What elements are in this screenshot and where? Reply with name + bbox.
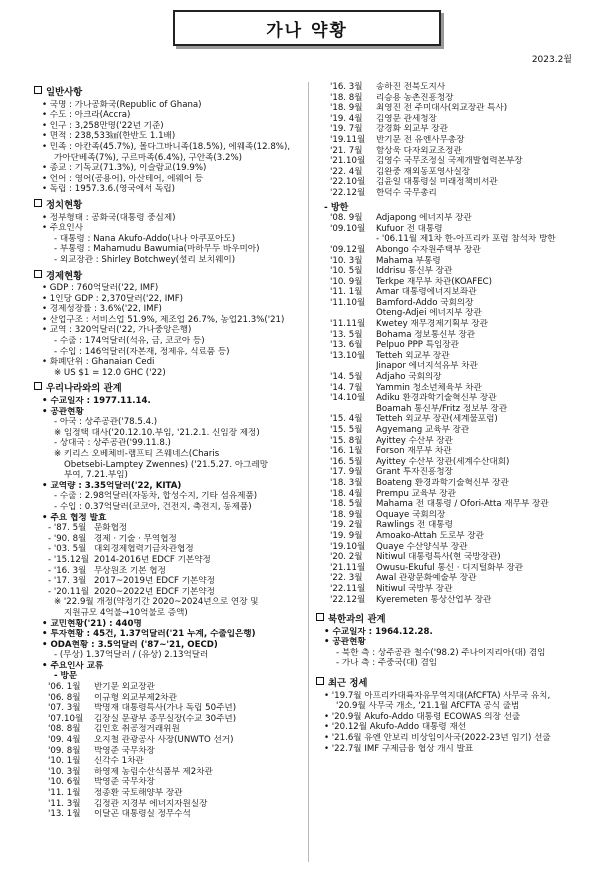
relations-line: • 공관현황: [42, 406, 84, 417]
recent-line: • '21.6월 유엔 안보리 비상임이사국(2022-23년 임기) 선출: [324, 733, 551, 744]
general-line: 가아단베족(7%), 구르마족(6.4%), 구안족(3.2%): [54, 152, 242, 163]
visit-row: '10. 1월 신각수 1차관: [48, 756, 144, 767]
left-column: [34, 82, 300, 820]
visit-row: '07.10월 김장실 문광부 종무실장(수교 30주년): [48, 713, 237, 724]
visit-row: '16. 3월 송하진 전북도지사: [330, 82, 446, 92]
mission-line: 부여, 7.21.부임): [64, 470, 128, 481]
general-line: • 면적 : 238,533㎢(한반도 1.1배): [42, 131, 176, 142]
invite-row: '16. 5월 Ayittey 수산부 장관(세계수산대회): [330, 456, 510, 467]
general-line: • 종교 : 기독교(71.3%), 이슬람교(19.9%): [42, 163, 207, 174]
checkbox-square-icon: [316, 613, 324, 621]
invite-row: '16. 1월 Forson 재무부 차관: [330, 446, 452, 457]
invite-row: '14. 7월 Yammin 청소년체육부 차관: [330, 382, 482, 393]
agreement-row: - '90. 8월 경제 · 기술 · 무역협정: [48, 533, 177, 544]
general-section-heading: 일반사항: [34, 86, 300, 99]
general-line: • 언어 : 영어(공용어), 아산테어, 에웨어 등: [42, 173, 204, 184]
invite-row: - '06.11월 제1차 한-아프리카 포럼 참석차 방한: [376, 234, 556, 245]
invite-row: '18. 9월 Oquaye 국회의장: [330, 509, 446, 520]
invite-row: '19. 9월 Amoako-Attah 도로부 장관: [330, 530, 484, 541]
invite-row: '10. 9월 Terkpe 재무부 차관(KOAFEC): [330, 276, 493, 287]
invite-row: '22. 3월 Awal 관광문화예술부 장관: [330, 573, 477, 584]
agreement-note: 지원규모 4억불→10억불로 증액): [64, 607, 188, 618]
trade-line: - 수입 : 0.37억달러(코코아, 건전지, 축전지, 동제품): [54, 501, 252, 512]
document-date: 2023.2월: [531, 55, 572, 65]
page-title: 가나 약황: [173, 10, 441, 46]
invite-row: Oteng-Adjei 에너지부 장관: [376, 308, 482, 319]
invite-row: '08. 9월 Adjapong 에너지부 장관: [330, 213, 472, 224]
invite-row: '19. 2월 Rawlings 전 대통령: [330, 520, 453, 531]
invite-row: Boamah 통신부/Fritz 정보부 장관: [376, 403, 508, 414]
invite-row: '15. 8월 Ayittey 수산부 장관: [330, 435, 453, 446]
checkbox-square-icon: [34, 86, 42, 94]
invite-row: '13. 5월 Bohama 정보통신부 장관: [330, 329, 476, 340]
economy-line: • 1인당 GDP : 2,370달러('22, IMF): [42, 293, 183, 304]
relations-line: • 교역량 : 3.35억달러('22, KITA): [42, 480, 182, 491]
visit-row: '22. 4월 김완중 재외동포영사실장: [330, 166, 471, 177]
visit-row: '22.10월 김윤일 대통령실 미래정책비서관: [330, 177, 498, 188]
politics-section-heading: 정치현황: [34, 199, 300, 212]
invite-row: '09.10월 Kufuor 전 대통령: [330, 223, 443, 234]
economy-section-heading: 경제현황: [34, 270, 300, 283]
visit-row: '07. 3월 박명재 대통령특사(가나 독립 50주년): [48, 703, 237, 714]
trade-line: - 수출 : 2.98억달러(자동차, 합성수지, 기타 섬유제품): [54, 491, 258, 502]
politics-line: • 주요인사: [42, 223, 84, 234]
visit-row: '19. 4월 김영문 관세청장: [330, 113, 437, 124]
general-line: • 국명 : 가나공화국(Republic of Ghana): [42, 99, 202, 110]
agreement-row: - '16. 3월 무상원조 기본 협정: [48, 565, 166, 576]
mission-line: ※ 임정택 대사('20.12.10.부임, '21.2.1. 신임장 제정): [54, 427, 260, 438]
person-line: - 대통령 : Nana Akufo-Addo(나나 아쿠포아도): [54, 233, 236, 244]
invite-row: '11.11월 Kwetey 재무경제기획부 장관: [330, 319, 488, 330]
recent-line: • '20.9월 Akufo-Addo 대통령 ECOWAS 의장 선출: [324, 711, 521, 722]
oda-detail: - (무상) 1.37억달러 / (유상) 2.13억달러: [54, 650, 209, 661]
invite-row: '11.10월 Bamford-Addo 국회의장: [330, 297, 474, 308]
invite-row: '09.12월 Abongo 수자원주택부 장관: [330, 244, 481, 255]
invite-row: '15. 5월 Agyemang 교육부 장관: [330, 425, 470, 435]
person-line: - 외교장관 : Shirley Botchwey(셜리 보치웨이): [54, 254, 236, 265]
invite-row: '14. 5월 Adjaho 국회의장: [330, 372, 442, 383]
general-list: [34, 100, 300, 195]
invite-row: '15. 4월 Tetteh 외교부 장관(세계물포럼): [330, 414, 498, 425]
invites-title: - 방한: [324, 202, 349, 213]
invite-row: '13. 6월 Pelpuo PPP 특임장관: [330, 340, 459, 351]
invite-row: '19.10월 Quaye 수산양식부 장관: [330, 541, 468, 552]
visit-row: '21. 7월 함상욱 다자외교조정관: [330, 145, 462, 156]
agreement-row: - '20.11월 2020~2022년 EDCF 기본약정: [48, 586, 215, 597]
visit-row: '09. 4월 오지철 관광공사 사장(UNWTO 선거): [48, 735, 234, 746]
visits-list: [34, 682, 300, 820]
visit-row: '06. 8월 이규형 외교부제2차관: [48, 692, 177, 703]
invite-row: '20. 2월 Nitiwul 대통령특사(현 국방장관): [330, 552, 501, 563]
agreement-row: - '87. 5월 문화협정: [48, 523, 128, 534]
visit-row: '09. 8월 박영준 국무차장: [48, 745, 155, 756]
general-line: • 인구 : 3,258만명('22년 기준): [42, 120, 164, 131]
economy-line: • 화폐단위 : Ghanaian Cedi: [42, 357, 155, 368]
invite-row: '14.10월 Adiku 환경과학기술혁신부 장관: [330, 393, 497, 404]
trade-line: - 수입 : 146억달러(자본재, 정제유, 식료품 등): [54, 346, 230, 357]
mission-line: ※ 키리스 오베체비-램프티 즈웨네스(Charis: [54, 449, 220, 459]
economy-line: • 교역 : 320억달러('22, 가나중앙은행): [42, 325, 192, 336]
visit-row: '18. 9월 최영진 전 주미대사(외교장관 특사): [330, 103, 508, 114]
economy-line: • 경제성장률 : 3.6%('22, IMF): [42, 304, 162, 315]
visit-row: '10. 6월 박영준 국무차장: [48, 777, 155, 788]
visit-row: '19. 7월 강경화 외교부 장관: [330, 124, 448, 135]
invite-row: '17. 9월 Grant 투자진흥청장: [330, 467, 453, 478]
invite-row: '22.11월 Nitiwul 국방부 장관: [330, 583, 453, 594]
relations-line: • ODA현황 : 3.5억달러 ('87~'21, OECD): [42, 639, 218, 650]
relations-section-heading: 우리나라와의 관계: [34, 382, 300, 395]
invite-row: '18. 3월 Boateng 환경과학기술혁신부 장관: [330, 477, 509, 488]
mission-line: Obetsebi-Lamptey Zwennes) ('21.5.27. 아그레망: [64, 459, 269, 470]
recent-line: '20.9월 사무국 개소, '21.1월 AfCFTA 공식 출범: [336, 701, 520, 712]
visit-row: '11. 3월 김정관 지경부 에너지자원실장: [48, 798, 208, 809]
visit-row: '08. 8월 김인호 취공정거래위원: [48, 724, 180, 735]
politics-line: • 정부형태 : 공화국(대통령 중심제): [42, 212, 176, 223]
agreement-note: ※ '22.9월 개정(약정기간 2020~2024년으로 연장 및: [54, 597, 259, 608]
north-line: • 수교일자 : 1964.12.28.: [324, 626, 433, 637]
relations-line: • 교민현황('21) : 440명: [42, 618, 142, 629]
visit-row: '19.11월 반기문 전 유엔사무총장: [330, 134, 465, 145]
general-line: • 수도 : 아크라(Accra): [42, 110, 131, 121]
recent-line: • '22.7월 IMF 구제금융 협상 개시 발표: [324, 743, 474, 754]
relations-line: • 투자현황 : 45건, 1.37억달러('21 누계, 수출입은행): [42, 629, 256, 640]
checkbox-square-icon: [34, 382, 42, 390]
general-line: • 민족 : 아칸족(45.7%), 몰다그바니족(18.5%), 에웨족(12.8%),: [42, 141, 291, 152]
invite-row: '10. 3월 Mahama 부통령: [330, 255, 441, 266]
column-divider: [308, 82, 309, 862]
mission-line: - 상대국 : 상주공관('99.11.8.): [54, 438, 171, 449]
north-mission-line: - 북한 측 : 상주공관 철수('98.2) 주나이지리아(대) 겸임: [336, 647, 546, 658]
right-column: [316, 82, 578, 754]
checkbox-square-icon: [316, 677, 324, 685]
visit-row: '11. 1월 정종환 국토해양부 장관: [48, 788, 183, 798]
invite-row: '22.12월 Kyeremeten 통상산업부 장관: [330, 594, 492, 605]
trade-line: - 수출 : 174억달러(석유, 금, 코코아 등): [54, 336, 205, 347]
invites-list: [316, 213, 578, 605]
invite-row: '13.10월 Tetteh 외교부 장관: [330, 350, 450, 361]
invite-row: Jinapor 에너지석유부 차관: [376, 361, 478, 372]
invite-row: '11. 1월 Amar 대통령에너지보좌관: [330, 287, 477, 298]
relations-line: • 수교일자 : 1977.11.14.: [42, 396, 151, 407]
visits-title: - 방문: [54, 671, 78, 682]
checkbox-square-icon: [34, 270, 42, 278]
visit-row: '10. 3월 하영제 농림수산식품부 제2차관: [48, 766, 213, 777]
economy-line: • 산업구조 : 서비스업 51.9%, 제조업 26.7%, 농업21.3%('21): [42, 314, 285, 325]
mission-line: - 아국 : 상주공관('78.5.4.): [54, 417, 158, 428]
invite-row: '21.11월 Owusu-Ekuful 통신 · 디지털화부 장관: [330, 562, 524, 573]
visit-row: '22.12월 한덕수 국무총리: [330, 187, 437, 198]
recent-section-heading: 최근 정세: [316, 677, 578, 690]
general-line: • 독립 : 1957.3.6.(영국에서 독립): [42, 184, 176, 195]
visit-row: '13. 1월 이달곤 대통령실 정무수석: [48, 809, 191, 820]
north-line: • 공관현황: [324, 637, 366, 648]
relations-line: • 주요인사 교류: [42, 660, 104, 671]
recent-line: • '20.12월 Akufo-Addo 대통령 재선: [324, 722, 467, 733]
checkbox-square-icon: [34, 199, 42, 207]
visit-row: '06. 1월 반기문 외교장관: [48, 682, 155, 693]
north-korea-section-heading: 북한과의 관계: [316, 613, 578, 626]
visit-row: '18. 8월 리승용 농촌진흥청장: [330, 92, 454, 103]
north-mission-line: - 가나 측 : 주중국(대) 겸임: [336, 658, 438, 669]
agreement-row: - '17. 3월 2017~2019년 EDCF 기본약정: [48, 576, 215, 587]
exchange-rate: ※ US $1 = 12.0 GHC ('22): [54, 367, 166, 378]
invite-row: '10. 5월 Iddrisu 통신부 장관: [330, 266, 453, 277]
agreement-row: - '03. 5월 대외경제협력기금차관협정: [48, 544, 194, 555]
invite-row: '18. 5월 Mahama 전 대통령 / Ofori-Atta 재무부 장관: [330, 499, 549, 510]
economy-line: • GDP : 760억달러('22, IMF): [42, 283, 159, 294]
invite-row: '18. 4월 Prempu 교육부 장관: [330, 488, 456, 499]
relations-line: • 주요 협정 발효: [42, 512, 107, 523]
visits-list-continued: [316, 82, 578, 199]
person-line: - 부통령 : Mahamudu Bawumia(마하무두 바우미아): [54, 244, 260, 255]
recent-line: • '19.7월 아프리카대륙자유무역지대(AfCFTA) 사무국 유치,: [324, 690, 551, 701]
visit-row: '21.10월 김영수 국무조정실 국제개발협력본부장: [330, 156, 523, 167]
agreement-row: - '15.12월 2014-2016년 EDCF 기본약정: [48, 554, 211, 565]
